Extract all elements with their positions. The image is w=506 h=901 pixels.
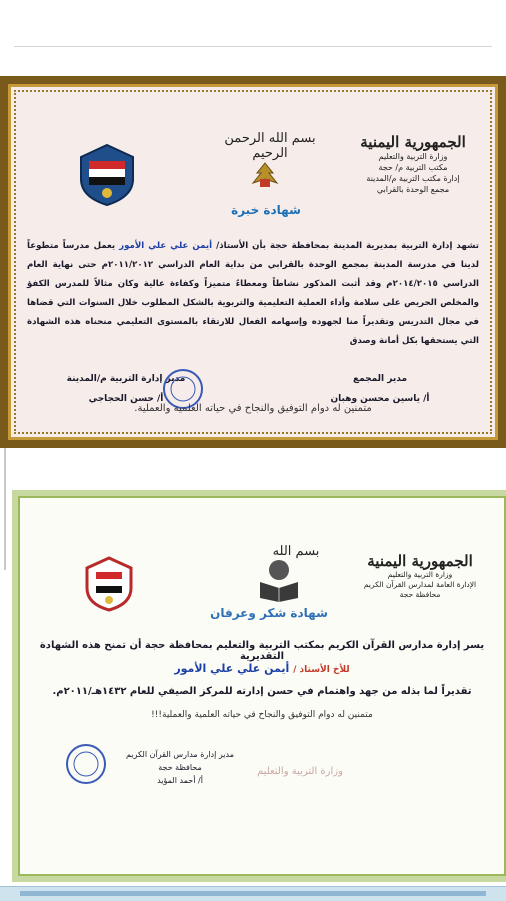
basmala: بسم الله الرحمن الرحيم: [224, 131, 316, 161]
ministry-header: [360, 552, 480, 600]
experience-certificate: [0, 76, 506, 448]
ministry-line: مكتب التربية م/ حجة: [378, 163, 448, 172]
signature-title: مدير إدارة التربية م/المدينة: [66, 374, 186, 384]
signature-subtitle: محافظة حجة: [158, 763, 202, 772]
recipient-line: [34, 662, 490, 675]
signature-title: مدير إدارة مدارس القرآن الكريم: [126, 750, 234, 759]
closing-wish: متمنين له دوام التوفيق والنجاح في حياته العلمية والعملية!!!: [151, 710, 373, 720]
honor-label: للأخ الأستاذ /: [293, 665, 350, 675]
signature-name: أ/ ياسين محسن وهبان: [330, 394, 430, 404]
teacher-name: أيمن علي علي الأمور: [174, 662, 290, 675]
certificate-body: [27, 237, 479, 351]
bottom-banner: [0, 886, 506, 901]
certificate-title: شهادة شكر وعرفان: [210, 606, 328, 620]
quran-book-icon: [256, 558, 302, 602]
signature-name: أ/ حسن الحجاجي: [88, 394, 164, 404]
ministry-line: مجمع الوحدة بالقرابي: [376, 185, 450, 194]
top-divider: [14, 46, 492, 47]
teacher-name: أيمن علي علي الأمور: [119, 241, 213, 251]
stamp-icon: [64, 742, 108, 786]
appreciation-reason: تقديراً لما بذله من جهد واهتمام في حسن إدارته للمركز الصيفي للعام ١٤٣٢هـ/٢٠١١م.: [52, 686, 472, 697]
certificate-frame: [8, 84, 498, 440]
body-intro: تشهد إدارة التربية بمديرية المدينة بمحافظة حجة بأن الأستاذ/: [216, 241, 480, 251]
school-emblem-icon: [84, 556, 134, 612]
bottom-banner-stripe: [20, 891, 486, 896]
ministry-line: الإدارة العامة لمدارس القرآن الكريم: [363, 580, 477, 589]
signature-name: أ/ أحمد المؤيد: [157, 776, 203, 785]
ministry-line: إدارة مكتب التربية م/المدينة: [366, 174, 460, 183]
basmala: بسم الله: [272, 544, 320, 559]
ministry-line: وزارة التربية والتعليم: [378, 152, 448, 161]
republic-title: الجمهورية اليمنية: [367, 552, 473, 570]
signature-title: مدير المجمع: [352, 374, 408, 384]
eagle-emblem-icon: [247, 157, 283, 193]
appreciation-certificate: [12, 490, 506, 882]
scroll-edge-line: [4, 440, 6, 570]
ministry-header: [353, 133, 473, 195]
certificate-frame: [18, 496, 506, 876]
ministry-line: وزارة التربية والتعليم: [387, 570, 453, 579]
republic-title: الجمهورية اليمنية: [360, 133, 466, 151]
watermark-text: وزارة التربية والتعليم: [257, 766, 343, 777]
ministry-line: محافظة حجة: [399, 590, 441, 599]
certificate-title: شهادة خبرة: [231, 203, 301, 217]
certificate-statement: يسر إدارة مدارس القرآن الكريم بمكتب التربية والتعليم بمحافظة حجة أن تمنح هذه الشهادة التقديرية: [39, 640, 485, 662]
closing-wish: متمنين له دوام التوفيق والنجاح في حياته العلمية والعملية.: [134, 403, 372, 414]
body-text: يعمل مدرساً متطوعاً لدينا في مدرسة المدينة بمجمع الوحدة بالقرابي من بداية العام الدراسي ٢٠١١/٢٠١٢م حتى نهاية العام الدراسي ٢٠١٤/٢٠١٥م وقد أثبت المذكور نشاطاً ومعطاءً متميزاً وكفاءة عالية وكان مثالاً للمدرس الكفؤ والمخلص الحريص على سلامة وأداء العملية التعليمية والتربوية بالشكل المطلوب خلال السنوات التي قضاها في مجال التدريس وتقديراً منا لجهوده وإسهامه الفعال للارتقاء بالمستوى التعليمي منحناه هذه الشهادة التي يستحقها بكل أمانة وصدق: [27, 241, 480, 346]
school-emblem-icon: [77, 143, 137, 207]
